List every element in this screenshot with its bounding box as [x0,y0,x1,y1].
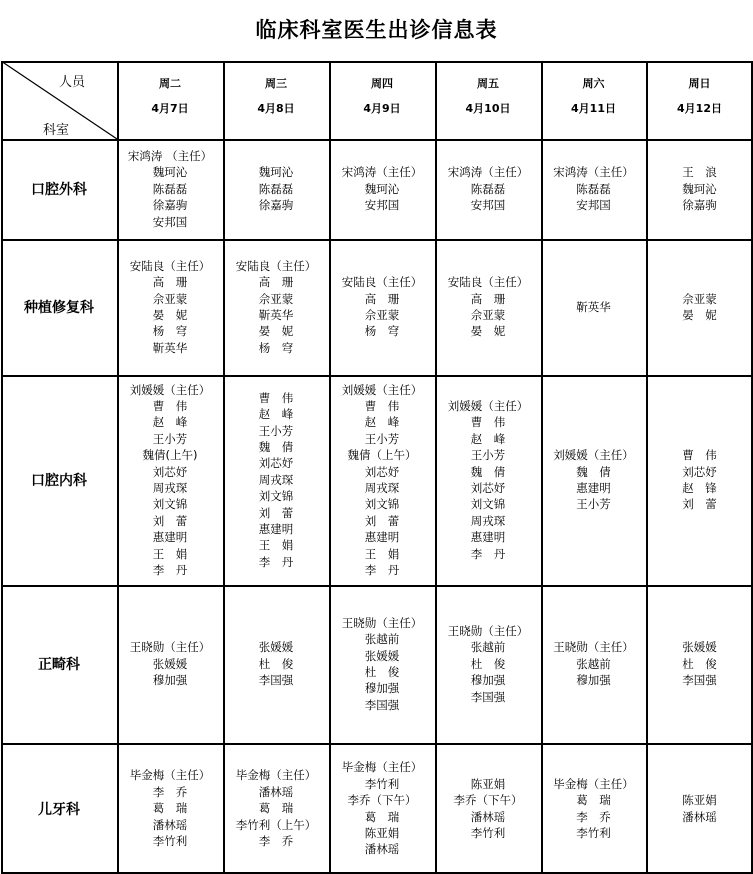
doctor-name: 王小芳 [258,423,294,438]
doctor-name: 赵 峰 [470,431,506,446]
doctor-name: 陈磊磊 [258,181,294,196]
row-divider [1,585,753,587]
doctor-name: 毕金梅（主任） [553,776,634,791]
column-divider [541,61,543,874]
doctor-name: 王 娟 [152,546,188,561]
doctor-name: 周戎琛 [364,481,400,495]
doctor-name: 葛 瑞 [258,801,294,816]
weekday-label: 周日 [688,77,711,90]
corner-label-personnel: 人员 [59,75,86,90]
doctor-name: 刘媛媛（主任） [129,382,211,397]
doctor-name: 李国强 [470,689,506,704]
column-divider [646,61,648,874]
doctor-name: 杨 穹 [152,324,188,339]
doctor-name: 李 丹 [364,563,400,578]
doctor-name: 宋鸿涛（主任） [553,165,634,180]
doctor-name: 靳英华 [152,340,188,355]
schedule-cell [223,139,329,239]
doctor-name: 宋鸿涛 （主任） [127,148,213,163]
doctor-name: 曹 伟 [470,415,506,430]
schedule-cell [223,743,329,874]
doctor-name: 李国强 [258,673,294,688]
doctor-name: 魏珂沁 [152,165,188,180]
department-name: 口腔外科 [31,182,87,198]
doctor-name: 魏珂沁 [682,181,717,196]
doctor-name: 李竹利（上午） [235,817,317,832]
doctor-name: 杜 俊 [682,656,717,671]
doctor-list [682,164,717,213]
doctor-name: 高 珊 [258,275,294,290]
doctor-name: 张媛媛 [364,648,400,663]
row-divider [1,375,753,377]
doctor-name: 佘亚蒙 [470,308,506,322]
doctor-list [682,639,717,688]
doctor-name: 魏珂沁 [258,165,294,180]
schedule-cell [223,375,329,585]
doctor-name: 曹 伟 [682,448,717,463]
schedule-cell [329,239,435,375]
day-header [435,61,541,139]
schedule-cell [646,585,753,743]
doctor-name: 周戎琛 [152,481,188,495]
doctor-name: 高 珊 [470,291,506,306]
doctor-name: 晏 妮 [258,324,294,339]
doctor-name: 毕金梅（主任） [235,768,317,783]
doctor-name: 刘文锦 [364,497,400,512]
row-divider [1,239,753,241]
column-divider [1,61,3,874]
doctor-name: 张越前 [470,640,506,655]
doctor-name: 徐嘉驹 [152,198,188,213]
column-divider [751,61,753,874]
doctor-name: 惠建明 [364,530,400,545]
doctor-name: 安陆良（主任） [341,275,423,290]
doctor-name: 徐嘉驹 [682,198,717,213]
doctor-name: 杜 俊 [470,656,506,671]
doctor-name: 王小芳 [470,448,506,463]
doctor-name: 陈磊磊 [576,181,611,196]
department-name: 口腔内科 [31,473,87,489]
schedule-cell [435,743,541,874]
schedule-cell [435,139,541,239]
doctor-list [448,398,529,562]
doctor-name: 陈亚娟 [470,776,506,791]
doctor-name: 宋鸿涛（主任） [447,165,529,180]
doctor-list [553,447,634,513]
row-divider [1,743,753,745]
schedule-cell [646,139,753,239]
doctor-list [448,164,529,213]
doctor-name: 曹 伟 [152,398,188,413]
doctor-list [553,639,634,688]
doctor-name: 安邦国 [470,198,506,213]
doctor-list [342,615,423,713]
doctor-list [448,623,529,705]
doctor-name: 惠建明 [258,522,294,537]
doctor-name: 穆加强 [576,673,611,688]
doctor-name: 陈亚娟 [364,825,400,840]
doctor-name: 晏 妮 [470,324,506,339]
doctor-name: 李乔（下午） [347,793,417,808]
doctor-name: 刘芯妤 [364,464,400,479]
schedule-cell [329,139,435,239]
doctor-name: 张越前 [576,656,611,671]
date-label: 4月9日 [363,102,401,115]
doctor-name: 晏 妮 [152,308,188,322]
doctor-list [130,258,211,356]
schedule-cell [329,375,435,585]
doctor-list [682,792,717,825]
doctor-name: 陈磊磊 [470,181,506,196]
doctor-name: 周戎琛 [258,472,294,487]
doctor-name: 惠建明 [576,481,611,495]
doctor-name: 李国强 [682,673,717,688]
doctor-list [128,148,212,230]
doctor-list [553,776,634,842]
date-label: 4月12日 [677,102,722,115]
doctor-name: 刘芯妤 [152,464,188,479]
department-name: 儿牙科 [38,801,80,818]
day-header [329,61,435,139]
doctor-name: 曹 伟 [364,398,400,413]
doctor-name: 徐嘉驹 [258,198,294,213]
doctor-name: 刘媛媛（主任） [553,448,634,463]
corner-label-department: 科室 [43,123,70,138]
schedule-cell [541,139,646,239]
doctor-name: 李竹利 [470,825,506,840]
doctor-name: 魏倩（上午） [347,448,417,463]
weekday-label: 周四 [371,77,393,90]
doctor-name: 李 乔 [152,784,188,799]
date-label: 4月8日 [257,102,295,115]
row-divider [1,139,753,141]
doctor-name: 刘文锦 [152,497,188,512]
doctor-name: 李 乔 [258,834,294,849]
doctor-name: 佘亚蒙 [258,291,294,306]
day-header [646,61,753,139]
doctor-list [448,274,529,340]
doctor-list [553,164,634,213]
doctor-name: 赵 峰 [364,415,400,430]
doctor-name: 刘芯妤 [258,456,294,471]
doctor-list [259,390,294,570]
doctor-name: 李乔（下午） [453,793,523,808]
doctor-name: 靳英华 [258,308,294,322]
department-name: 正畸科 [38,657,80,673]
doctor-name: 惠建明 [470,530,506,545]
doctor-name: 毕金梅（主任） [129,768,211,783]
doctor-name: 刘芯妤 [682,464,717,479]
doctor-name: 刘 蕾 [364,513,400,528]
schedule-cell [646,375,753,585]
schedule-cell [223,239,329,375]
schedule-cell [223,585,329,743]
doctor-list [236,258,317,356]
doctor-list [130,639,211,688]
doctor-name: 高 珊 [152,275,188,290]
doctor-name: 王晓勋（主任） [129,640,211,655]
doctor-name: 张媛媛 [682,640,717,655]
doctor-name: 王 浪 [682,165,717,180]
doctor-name: 曹 伟 [258,390,294,405]
schedule-cell [541,743,646,874]
doctor-name: 魏 倩 [258,439,294,454]
doctor-name: 杜 俊 [258,656,294,671]
weekday-label: 周六 [582,77,605,90]
doctor-name: 李 乔 [576,809,611,824]
doctor-name: 魏珂沁 [364,181,400,196]
doctor-name: 刘 蕾 [682,497,717,512]
doctor-list [130,767,211,849]
doctor-name: 张越前 [364,632,400,647]
doctor-name: 魏 倩 [470,464,506,479]
date-label: 4月7日 [151,102,189,115]
schedule-cell [435,585,541,743]
schedule-cell [117,239,223,375]
doctor-name: 安邦国 [576,198,611,213]
doctor-name: 杜 俊 [364,665,400,679]
doctor-name: 安陆良（主任） [129,258,211,273]
doctor-list [576,299,611,315]
doctor-name: 刘 蕾 [152,513,188,528]
doctor-name: 穆加强 [470,673,506,688]
doctor-name: 李竹利 [152,834,188,849]
doctor-name: 杨 穹 [364,324,400,339]
doctor-name: 刘芯妤 [470,481,506,495]
row-divider [1,872,753,874]
schedule-cell [541,585,646,743]
column-divider [329,61,331,874]
doctor-name: 安陆良（主任） [447,275,529,290]
doctor-name: 周戎琛 [470,513,506,528]
doctor-name: 陈磊磊 [152,181,188,196]
doctor-name: 赵 峰 [152,415,188,430]
doctor-name: 张媛媛 [152,656,188,671]
schedule-cell [329,743,435,874]
row-divider [1,61,753,63]
doctor-name: 王小芳 [152,431,188,446]
doctor-name: 王晓勋（主任） [341,615,423,630]
doctor-name: 安陆良（主任） [235,258,317,273]
doctor-list [342,274,423,340]
doctor-name: 安邦国 [152,214,188,229]
doctor-list [454,776,523,842]
doctor-name: 晏 妮 [682,308,717,322]
schedule-cell [646,743,753,874]
doctor-name: 陈亚娟 [682,793,717,808]
schedule-cell [117,375,223,585]
doctor-list [682,291,717,324]
doctor-name: 赵 锋 [682,481,717,495]
weekday-label: 周五 [477,77,499,90]
doctor-list [342,759,423,857]
doctor-name: 王小芳 [576,497,611,512]
doctor-name: 李国强 [364,697,400,712]
page-title: 临床科室医生出诊信息表 [255,17,498,42]
schedule-cell [435,239,541,375]
doctor-name: 潘林瑶 [364,842,400,857]
day-header [541,61,646,139]
doctor-name: 高 珊 [364,291,400,306]
doctor-name: 王小芳 [364,431,400,446]
doctor-name: 张媛媛 [258,640,294,655]
doctor-name: 李竹利 [576,825,611,840]
doctor-list [342,164,423,213]
day-header [223,61,329,139]
doctor-list [682,447,717,513]
column-divider [435,61,437,874]
schedule-cell [435,375,541,585]
weekday-label: 周二 [159,77,181,90]
schedule-table [1,61,753,874]
doctor-name: 葛 瑞 [364,809,400,824]
doctor-name: 刘媛媛（主任） [341,382,423,397]
doctor-name: 李 丹 [470,546,506,561]
doctor-name: 葛 瑞 [152,801,188,816]
doctor-name: 李 丹 [258,554,294,569]
doctor-name: 魏 倩 [576,464,611,479]
date-label: 4月11日 [571,102,616,115]
doctor-name: 李 丹 [152,563,188,578]
doctor-name: 刘文锦 [470,497,506,512]
doctor-name: 佘亚蒙 [152,291,188,306]
schedule-cell [541,239,646,375]
doctor-name: 潘林瑶 [682,809,717,824]
schedule-cell [117,743,223,874]
doctor-name: 李竹利 [364,776,400,791]
doctor-name: 安邦国 [364,198,400,213]
doctor-list [130,382,211,579]
schedule-cell [117,585,223,743]
schedule-cell [646,239,753,375]
doctor-name: 佘亚蒙 [682,291,717,306]
doctor-name: 穆加强 [364,681,400,696]
doctor-name: 刘 蕾 [258,505,294,520]
doctor-name: 潘林瑶 [152,817,188,832]
doctor-name: 葛 瑞 [576,793,611,808]
department-name: 种植修复科 [24,300,94,316]
doctor-name: 潘林瑶 [258,784,294,799]
doctor-name: 靳英华 [576,299,611,314]
doctor-name: 赵 峰 [258,407,294,422]
day-header [117,61,223,139]
doctor-name: 王 娟 [364,546,400,561]
schedule-cell [541,375,646,585]
doctor-name: 王晓勋（主任） [553,640,634,655]
weekday-label: 周三 [265,77,287,90]
schedule-cell [329,585,435,743]
column-divider [117,61,119,874]
doctor-name: 魏倩(上午) [142,448,198,463]
doctor-name: 毕金梅（主任） [341,760,423,775]
doctor-list [342,382,423,579]
doctor-list [259,164,294,213]
date-label: 4月10日 [465,102,511,115]
doctor-name: 刘媛媛（主任） [447,398,529,413]
doctor-name: 王晓勋（主任） [447,623,529,638]
doctor-name: 佘亚蒙 [364,308,400,322]
doctor-name: 穆加强 [152,673,188,688]
column-divider [223,61,225,874]
doctor-name: 惠建明 [152,530,188,545]
doctor-name: 宋鸿涛（主任） [341,165,423,180]
doctor-list [236,767,317,849]
schedule-cell [117,139,223,239]
doctor-name: 杨 穹 [258,340,294,355]
doctor-name: 潘林瑶 [470,809,506,824]
doctor-name: 刘文锦 [258,489,294,504]
doctor-name: 王 娟 [258,538,294,553]
doctor-list [259,639,294,688]
